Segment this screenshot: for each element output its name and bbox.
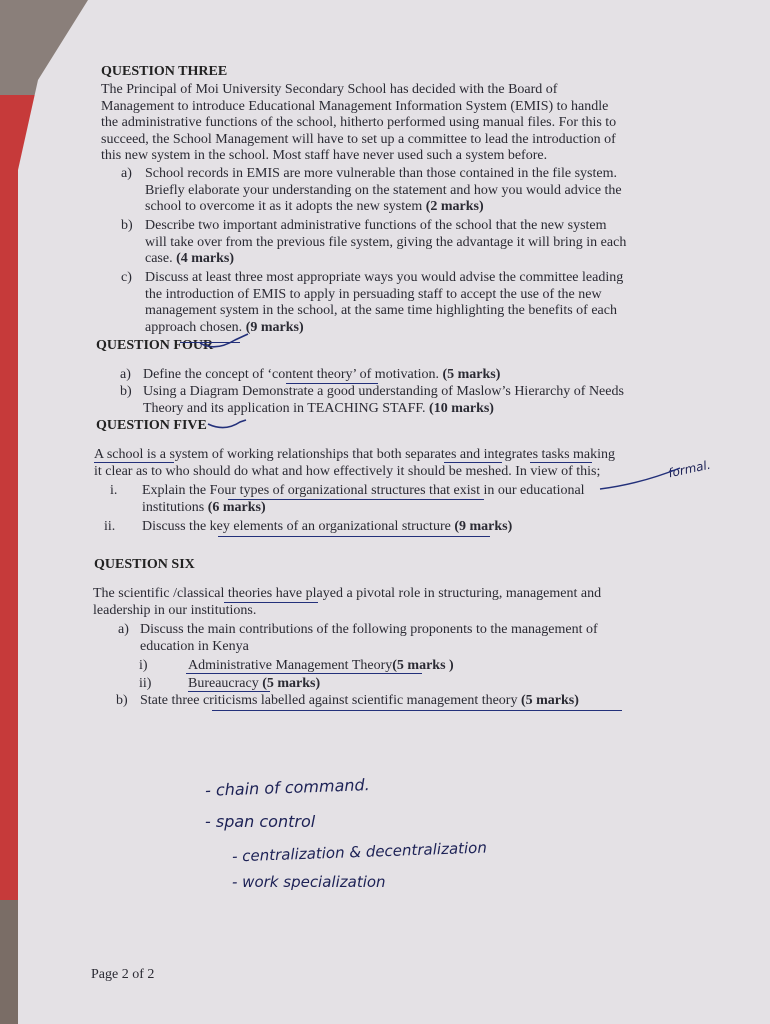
q5-i-line: institutions [142,499,205,515]
q6-b-label: b) [116,693,128,708]
q3-a-line: school to overcome it as it adopts the new system [145,199,423,214]
q3-a-label: a) [121,166,132,181]
q6-a-ii-theory: Bureaucracy [188,676,259,691]
q3-c-marks: (9 marks) [245,319,304,335]
q4-b-marks: (10 marks) [429,400,494,416]
q3-b-line: Describe two important administrative functions of the school that the new system [145,218,607,233]
q3-intro-line: this new system in the school. Most staff have never used such a system before. [101,148,548,163]
q5-i-label: i. [110,483,118,498]
q5-ii-question: Discuss the key elements of an organizational structure [142,519,451,534]
q3-heading: QUESTION THREE [101,64,228,79]
q5-ii-marks: (9 marks) [454,519,513,534]
q3-b-label: b) [121,218,133,233]
q4-heading: QUESTION FOUR [96,338,214,353]
q3-c-line: the introduction of EMIS to apply in persuading staff to accept the use of the new [145,286,602,302]
handwritten-note: - span control [205,812,316,831]
q6-intro-line: leadership in our institutions. [93,602,257,618]
q3-a-line: Briefly elaborate your understanding on the statement and how you would advice the [145,182,622,198]
q5-ii-label: ii. [104,519,116,534]
q6-heading: QUESTION SIX [94,557,195,572]
q3-a-marks: (2 marks) [425,199,484,214]
q3-intro-line: the administrative functions of the school, hitherto performed using manual files. For this to [101,115,617,130]
q4-b-line: Theory and its application in TEACHING STAFF. [143,400,426,416]
q3-b-line: will take over from the previous file system, giving the advantage it will bring in each [145,234,627,250]
q6-a-i-label: i) [139,658,148,673]
q4-b-label: b) [120,384,132,399]
q6-a-ii-label: ii) [139,676,152,691]
q6-a-i-theory: Administrative Management Theory [188,658,393,673]
q3-c-line: approach chosen. [145,319,243,335]
q5-heading: QUESTION FIVE [96,418,207,433]
q3-a-line: School records in EMIS are more vulnerable than those contained in the file system. [145,166,617,181]
q3-b-marks: (4 marks) [176,251,235,266]
q6-b-question: State three criticisms labelled against scientific management theory [140,693,518,708]
q5-i-line: Explain the Four types of organizational structures that exist in our educational [142,483,585,498]
q4-b-line: Using a Diagram Demonstrate a good understanding of Maslow’s Hierarchy of Needs [143,384,624,399]
q3-intro-line: succeed, the School Management will have to set up a committee to lead the introduction of [101,131,616,147]
q3-intro-line: Management to introduce Educational Management Information System (EMIS) to handle [101,98,609,114]
q3-c-line: management system in the school, at the same time highlighting the benefits of each [145,303,617,318]
q6-a-i-marks: (5 marks ) [392,658,454,673]
handwritten-note: - chain of command. [204,775,371,800]
handwritten-margin-note: formal. [667,457,712,481]
q6-a-label: a) [118,622,129,637]
q6-a-line: Discuss the main contributions of the following proponents to the management of [140,622,598,637]
q6-b-marks: (5 marks) [520,693,579,708]
handwritten-note: - centralization & decentralization [231,838,488,866]
q4-a-marks: (5 marks) [442,367,501,382]
q3-intro-line: The Principal of Moi University Secondary School has decided with the Board of [101,82,558,97]
q6-intro-line: The scientific /classical theories have played a pivotal role in structuring, management and [93,586,602,601]
q5-intro-line: A school is a system of working relationships that both separates and integrates tasks making [94,447,616,462]
q4-a-question: Define the concept of ‘content theory’ of motivation. [143,367,439,382]
q6-a-ii-marks: (5 marks) [262,676,321,691]
page-number: Page 2 of 2 [91,967,155,982]
q3-b-line: case. [145,251,173,266]
handwritten-note: - work specialization [232,873,386,891]
q3-c-line: Discuss at least three most appropriate ways you would advise the committee leading [145,270,624,285]
q5-i-marks: (6 marks) [207,499,266,515]
q6-a-line: education in Kenya [140,638,249,654]
q5-intro-line: it clear as to who should do what and how effectively it should be meshed. In view of this; [94,463,601,479]
q4-a-label: a) [120,367,131,382]
q3-c-label: c) [121,270,132,285]
